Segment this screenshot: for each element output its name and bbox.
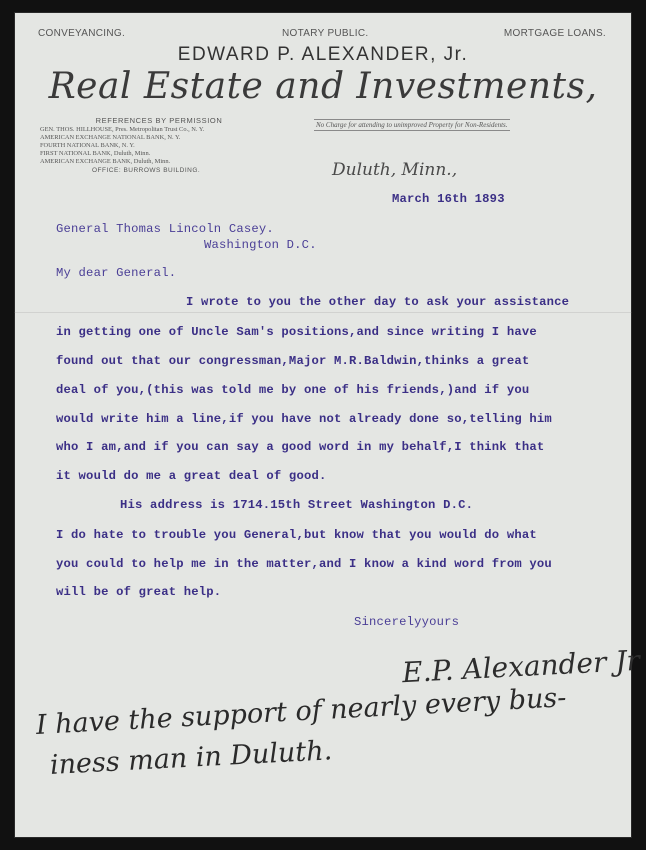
- firm-tagline: Real Estate and Investments,: [48, 66, 598, 107]
- body-line: His address is 1714.15th Street Washington D.C.: [120, 498, 474, 512]
- recipient-city: Washington D.C.: [204, 238, 317, 252]
- body-line: will be of great help.: [56, 585, 222, 599]
- body-line: I wrote to you the other day to ask your assistance: [186, 295, 570, 309]
- notary-public-label: NOTARY PUBLIC.: [282, 28, 369, 39]
- conveyancing-label: CONVEYANCING.: [38, 28, 126, 39]
- reference-item: AMERICAN EXCHANGE NATIONAL BANK, N. Y.: [40, 134, 181, 141]
- body-line: would write him a line,if you have not already done so,telling him: [56, 412, 552, 426]
- firm-name: EDWARD P. ALEXANDER, Jr.: [177, 44, 469, 65]
- body-line: you could to help me in the matter,and I know a kind word from you: [56, 557, 552, 571]
- body-line: in getting one of Uncle Sam's positions,and since writing I have: [56, 325, 537, 339]
- reference-item: FOURTH NATIONAL BANK, N. Y.: [40, 142, 135, 149]
- closing: Sincerelyyours: [354, 615, 460, 629]
- reference-item: FIRST NATIONAL BANK, Duluth, Minn.: [40, 150, 151, 157]
- letter-page: [14, 12, 641, 838]
- references-list: [40, 126, 300, 175]
- references-heading: REFERENCES BY PERMISSION: [95, 116, 223, 125]
- reference-item: GEN. THOS. HILLHOUSE, Pres. Metropolitan Trust Co., N. Y.: [40, 126, 205, 133]
- salutation: My dear General.: [56, 266, 177, 280]
- body-line: I do hate to trouble you General,but know that you would do what: [56, 528, 537, 542]
- postscript-line: iness man in Duluth.: [49, 735, 333, 781]
- signature: E.P. Alexander Jr: [401, 643, 641, 690]
- place-line: Duluth, Minn.,: [332, 160, 458, 180]
- recipient-name: General Thomas Lincoln Casey.: [56, 222, 274, 236]
- body-line: deal of you,(this was told me by one of his friends,)and if you: [56, 383, 530, 397]
- no-charge-note: No Charge for attending to unimproved Property for Non-Residents.: [316, 121, 508, 129]
- office-address: OFFICE: BURROWS BUILDING.: [92, 167, 201, 174]
- body-line: it would do me a great deal of good.: [56, 469, 327, 483]
- reference-item: AMERICAN EXCHANGE BANK, Duluth, Minn.: [40, 158, 171, 165]
- body-line: found out that our congressman,Major M.R.Baldwin,thinks a great: [56, 354, 530, 368]
- letter-date: March 16th 1893: [392, 192, 505, 206]
- body-line: who I am,and if you can say a good word in my behalf,I think that: [56, 440, 545, 454]
- postscript-line: I have the support of nearly every bus-: [35, 682, 568, 741]
- mortgage-loans-label: MORTGAGE LOANS.: [503, 28, 606, 39]
